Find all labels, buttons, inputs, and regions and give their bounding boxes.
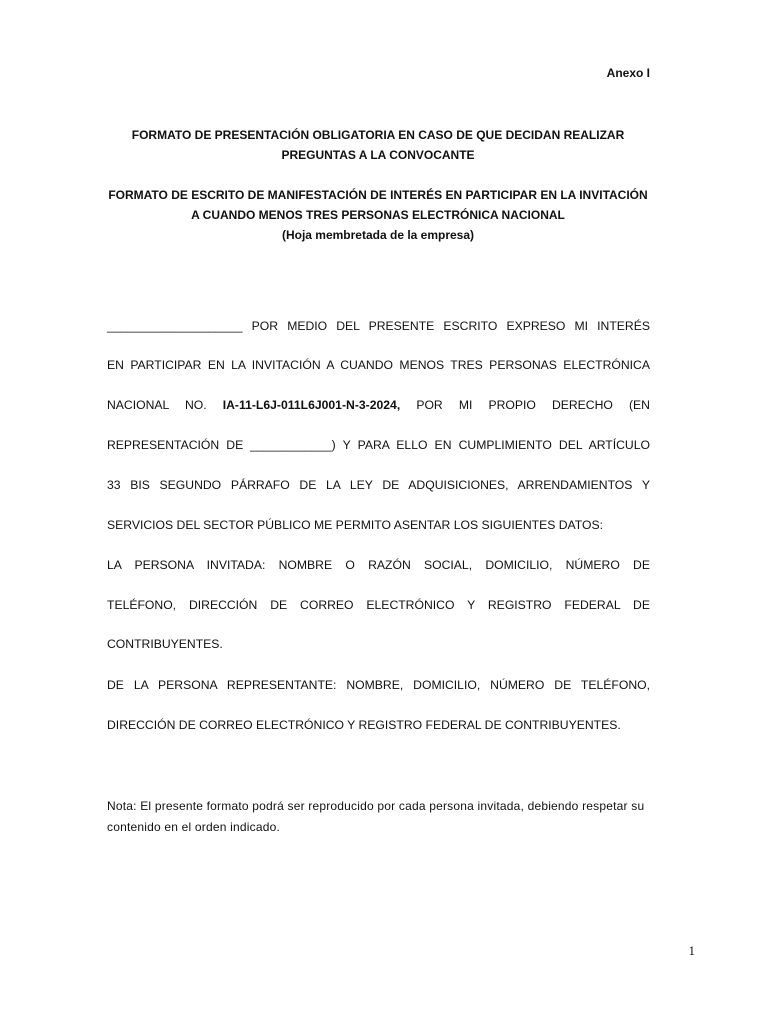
body-line-4: REPRESENTACIÓN DE ____________) Y PARA ELLO EN CUMPLIMIENTO DEL ARTÍCULO	[107, 438, 650, 452]
body-line-3-prefix: NACIONAL NO.	[107, 398, 207, 412]
page-number: 1	[688, 943, 695, 958]
body-line-1: ____________________ POR MEDIO DEL PRESENTE ESCRITO EXPRESO MI INTERÉS	[107, 319, 650, 333]
body-line-8: TELÉFONO, DIRECCIÓN DE CORREO ELECTRÓNICO Y REGISTRO FEDERAL DE	[107, 598, 650, 612]
body-line-3-suffix: POR MI PROPIO DERECHO (EN	[416, 398, 650, 412]
body-line-7: LA PERSONA INVITADA: NOMBRE O RAZÓN SOCIAL, DOMICILIO, NÚMERO DE	[107, 558, 650, 572]
body-line-9: CONTRIBUYENTES.	[107, 637, 223, 651]
body-line-5: 33 BIS SEGUNDO PÁRRAFO DE LA LEY DE ADQUISICIONES, ARRENDAMIENTOS Y	[107, 478, 650, 492]
annex-label: Anexo I	[606, 66, 650, 80]
document-heading-secondary	[106, 185, 650, 245]
letterhead-note: (Hoja membretada de la empresa)	[281, 228, 475, 242]
procedure-reference-number: IA-11-L6J-011L6J001-N-3-2024,	[222, 398, 401, 412]
body-line-2: EN PARTICIPAR EN LA INVITACIÓN A CUANDO MENOS TRES PERSONAS ELECTRÓNICA	[107, 358, 650, 372]
note-paragraph: Nota: El presente formato podrá ser reproducido por cada persona invitada, debiendo respetar su contenido en el orden indicado.	[107, 799, 645, 834]
document-heading-primary: FORMATO DE PRESENTACIÓN OBLIGATORIA EN CASO DE QUE DECIDAN REALIZAR PREGUNTAS A LA CONVOCANTE	[131, 128, 625, 162]
heading-secondary-text: FORMATO DE ESCRITO DE MANIFESTACIÓN DE INTERÉS EN PARTICIPAR EN LA INVITACIÓN A CUANDO MENOS TRES PERSONAS ELECTRÓNICA NACIONAL	[108, 188, 648, 222]
body-line-3	[107, 397, 650, 413]
body-line-6: SERVICIOS DEL SECTOR PÚBLICO ME PERMITO ASENTAR LOS SIGUIENTES DATOS:	[107, 518, 603, 532]
body-line-11: DIRECCIÓN DE CORREO ELECTRÓNICO Y REGISTRO FEDERAL DE CONTRIBUYENTES.	[107, 718, 621, 732]
body-line-10: DE LA PERSONA REPRESENTANTE: NOMBRE, DOMICILIO, NÚMERO DE TELÉFONO,	[107, 678, 650, 692]
